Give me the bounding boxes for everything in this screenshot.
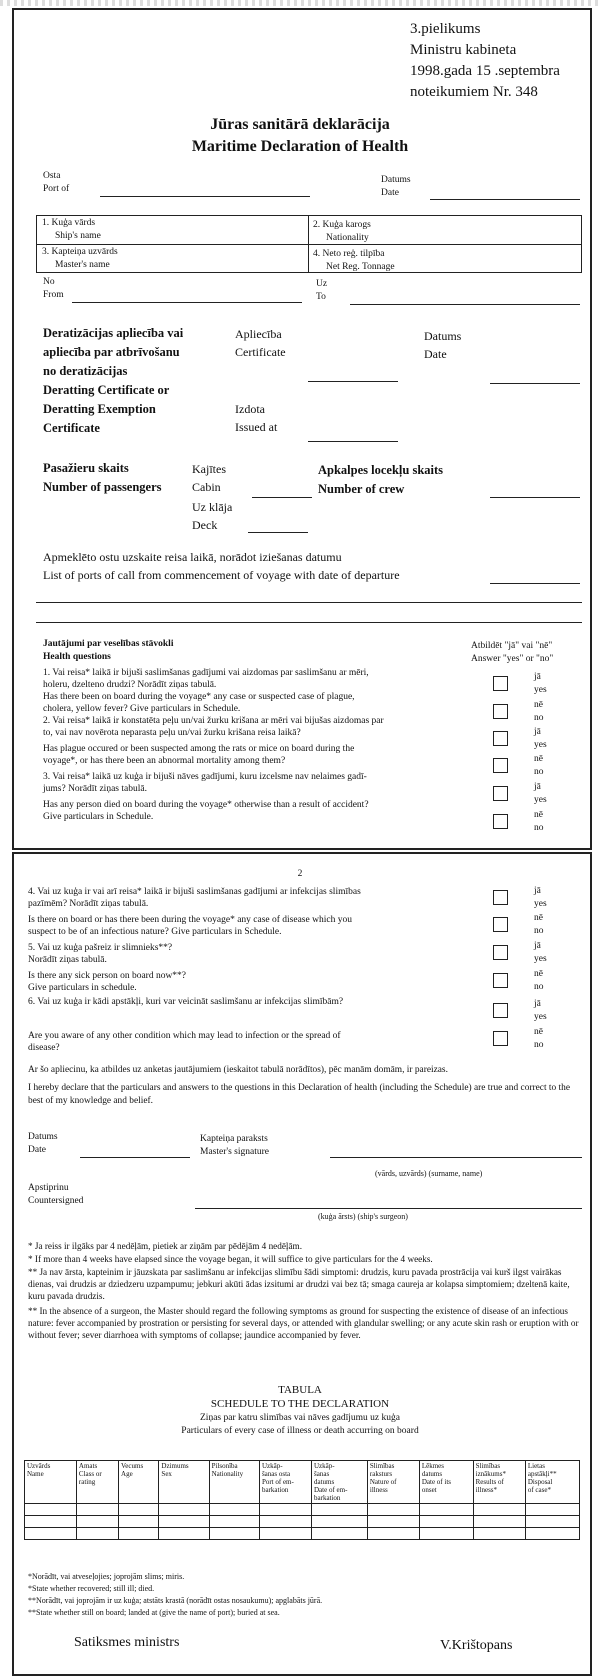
schedule-cell[interactable] [209, 1528, 259, 1540]
declaration-en: I hereby declare that the particulars and answers to the questions in this Declaration of health (including the Schedule) are true and correct to the best of my knowledge and belief. [28, 1083, 570, 1106]
schedule-cell[interactable] [259, 1504, 311, 1516]
schedule-cell[interactable] [367, 1504, 419, 1516]
schedule-cell[interactable] [25, 1504, 77, 1516]
note-2-lv: **Norādīt, vai joprojām ir uz kuģa; atstāts krastā (norādīt ostas nosaukumu); apglabāts jūrā. [28, 1596, 323, 1605]
ports-list-field-3[interactable] [36, 622, 582, 623]
q6-no-en: no [534, 1040, 544, 1050]
q1-text-lv-b: holeru, dzelteno drudzi? Norādīt ziņas tabulā. [43, 680, 217, 690]
signature-label-en: Master's signature [200, 1147, 269, 1157]
schedule-header-cell: Dzimums Sex [159, 1461, 209, 1504]
answer-label-lv: Atbildēt "jā" vai "nē" [471, 641, 553, 651]
q2-yes-lv: jā [534, 727, 541, 737]
ports-list-label-lv: Apmeklēto ostu uzskaite reisa laikā, norādot iziešanas datumu [43, 550, 342, 564]
schedule-cell[interactable] [25, 1516, 77, 1528]
q3-yes-en: yes [534, 795, 547, 805]
schedule-header-cell: Uzvārds Name [25, 1461, 77, 1504]
minister-name: V.Krištopans [440, 1638, 513, 1653]
master-label-lv: 3. Kapteiņa uzvārds [42, 247, 118, 257]
schedule-cell[interactable] [473, 1528, 525, 1540]
deck-label-lv: Uz klāja [192, 500, 233, 514]
q4-text-en-a: Is there on board or has there been during the voyage* any case of disease which you [28, 915, 352, 925]
to-field[interactable] [350, 304, 580, 305]
q2-yes-en: yes [534, 740, 547, 750]
q1-no-checkbox[interactable] [493, 704, 508, 719]
q2-no-checkbox[interactable] [493, 758, 508, 773]
schedule-cell[interactable] [419, 1528, 473, 1540]
ports-list-label-en: List of ports of call from commencement of voyage with date of departure [43, 568, 400, 582]
to-label-lv: Uz [316, 279, 328, 289]
issued-label-lv: Izdota [235, 402, 265, 416]
schedule-cell[interactable] [76, 1528, 118, 1540]
q1-yes-checkbox[interactable] [493, 676, 508, 691]
signature-label-lv: Kapteiņa paraksts [200, 1134, 268, 1144]
q1-yes-en: yes [534, 685, 547, 695]
schedule-subtitle: SCHEDULE TO THE DECLARATION [210, 1398, 390, 1410]
q2-text-lv-a: 2. Vai reisa* laikā ir konstatēta peļu un/vai žurku krišana ar mēri vai bijušas aizdomas par [43, 716, 384, 726]
q2-text-en-a: Has plague occured or been suspected among the rats or mice on board during the [43, 744, 355, 754]
deck-label-en: Deck [192, 518, 218, 532]
footnote-2-lv: ** Ja nav ārsta, kapteinim ir jāuzskata par saslimšanu ar infekcijas slimību šādi simptomi: drudzis, kuru pavada prostrācija vai kurš ilgst vairākas dienas, vai drudzis ar dziedzeru uzpampumu; jebkuri akūti ādas izsitumi ar drudzi vai bez tā; smaga caureja ar kolapsa simptomiem; dzeltenā kaite, kuru pavada drudzis. [28, 1267, 570, 1301]
deck-field[interactable] [248, 532, 308, 533]
q6-text-en-a: Are you aware of any other condition which may lead to infection or the spread of [28, 1031, 341, 1041]
q4-yes-checkbox[interactable] [493, 890, 508, 905]
schedule-table [24, 1460, 580, 1540]
q6-no-lv: nē [534, 1027, 543, 1037]
port-label-lv: Osta [43, 171, 61, 181]
derat-date-field[interactable] [490, 383, 580, 384]
q3-yes-checkbox[interactable] [493, 786, 508, 801]
p2-date-field[interactable] [80, 1157, 190, 1158]
q3-yes-lv: jā [534, 782, 541, 792]
note-1-en: *State whether recovered; still ill; died. [28, 1584, 155, 1593]
annex-line-4: noteikumiem Nr. 348 [410, 84, 538, 100]
from-field[interactable] [72, 302, 302, 303]
schedule-cell[interactable] [159, 1504, 209, 1516]
title-lv: Jūras sanitārā deklarācija [210, 116, 390, 133]
q5-text-en-b: Give particulars in schedule. [28, 983, 137, 993]
schedule-cell[interactable] [525, 1516, 579, 1528]
schedule-cell[interactable] [159, 1528, 209, 1540]
ship-name-label-lv: 1. Kuģa vārds [42, 218, 96, 228]
cert-field[interactable] [308, 381, 398, 382]
health-title-lv: Jautājumi par veselības stāvokli [43, 639, 174, 649]
q4-no-checkbox[interactable] [493, 917, 508, 932]
flag-label-en: Nationality [326, 233, 369, 243]
q3-text-lv-a: 3. Vai reisa* laikā uz kuģa ir bijuši nāves gadījumi, kuru izcelsme nav nelaimes gadī- [43, 772, 367, 782]
q2-no-en: no [534, 767, 544, 777]
master-label-en: Master's name [55, 260, 110, 270]
ports-list-field-1[interactable] [490, 583, 580, 584]
from-label-lv: No [43, 277, 55, 287]
schedule-cell[interactable] [159, 1516, 209, 1528]
title-en: Maritime Declaration of Health [191, 138, 409, 155]
q1-no-en: no [534, 713, 544, 723]
q3-no-checkbox[interactable] [493, 814, 508, 829]
derat-line-2: apliecība par atbrīvošanu [43, 345, 180, 359]
q6-yes-checkbox[interactable] [493, 1003, 508, 1018]
schedule-header-cell: Lēkmes datums Date of its onset [419, 1461, 473, 1504]
health-title-en: Health questions [43, 652, 111, 662]
schedule-desc-en: Particulars of every case of illness or death accurring on board [181, 1426, 419, 1436]
q3-no-lv: nē [534, 810, 543, 820]
schedule-cell[interactable] [525, 1528, 579, 1540]
schedule-header-cell: Uzkāp- šanas osta Port of em- barkation [259, 1461, 311, 1504]
q3-no-en: no [534, 823, 544, 833]
schedule-cell[interactable] [259, 1516, 311, 1528]
q1-text-en-a: Has there been on board during the voyage* any case or suspected case of plague, [43, 692, 355, 702]
footnote-1-en: * If more than 4 weeks have elapsed since the voyage began, it will suffice to give particulars for the 4 weeks. [28, 1254, 433, 1264]
passengers-label-en: Number of passengers [43, 480, 162, 494]
q4-text-lv-a: 4. Vai uz kuģa ir vai arī reisa* laikā ir bijuši saslimšanas gadījumi ar infekcijas slimības [28, 887, 361, 897]
issued-label-en: Issued at [235, 420, 278, 434]
p2-date-label-lv: Datums [28, 1132, 58, 1142]
cabin-label-en: Cabin [192, 480, 221, 494]
q5-text-lv-b: Norādīt ziņas tabulā. [28, 955, 107, 965]
q1-yes-lv: jā [534, 672, 541, 682]
schedule-cell[interactable] [119, 1504, 159, 1516]
footnote-2-en: ** In the absence of a surgeon, the Master should regard the following symptoms as ground for suspecting the existence of disease of an infectious nature: fever accompanied by prostration or persisting for several days, or attended with glandular swelling; or any acute skin rash or eruption with or without fever; sever diarrhoea with symptoms of collapse; jaundice accompanied by fever. [28, 1306, 579, 1340]
q2-text-lv-b: to, vai nav novērota neparasta peļu un/vai žurku krišana reisa laikā? [43, 728, 301, 738]
countersign-label-en: Countersigned [28, 1196, 84, 1206]
note-1-lv: *Norādīt, vai atveseļojies; joprojām slims; miris. [28, 1572, 185, 1581]
cert-label-lv: Apliecība [235, 327, 282, 341]
q6-yes-lv: jā [534, 999, 541, 1009]
q1-text-en-b: cholera, yellow fever? Give particulars in Schedule. [43, 704, 241, 714]
schedule-header-cell: Lietas apstākļi** Disposal of case* [525, 1461, 579, 1504]
q5-text-en-a: Is there any sick person on board now**? [28, 971, 187, 981]
derat-date-label-en: Date [424, 347, 447, 361]
schedule-row[interactable] [25, 1528, 580, 1540]
q2-text-en-b: voyage*, or has there been an abnormal mortality among them? [43, 756, 286, 766]
schedule-cell[interactable] [419, 1504, 473, 1516]
cabin-field[interactable] [252, 497, 312, 498]
cabin-label-lv: Kajītes [192, 462, 226, 476]
schedule-cell[interactable] [259, 1528, 311, 1540]
schedule-cell[interactable] [25, 1528, 77, 1540]
annex-line-3: 1998.gada 15 .septembra [410, 63, 560, 79]
q4-no-en: no [534, 926, 544, 936]
q3-text-en-b: Give particulars in Schedule. [43, 812, 154, 822]
q4-text-en-b: suspect to be of an infectious nature? Give particulars in Schedule. [28, 927, 282, 937]
date-label-lv: Datums [381, 175, 411, 185]
schedule-cell[interactable] [76, 1504, 118, 1516]
from-label-en: From [43, 290, 64, 300]
q6-yes-en: yes [534, 1012, 547, 1022]
q4-text-lv-b: pazīmēm? Norādīt ziņas tabulā. [28, 899, 149, 909]
answer-label-en: Answer "yes" or "no" [471, 654, 554, 664]
q5-yes-checkbox[interactable] [493, 945, 508, 960]
minister-title: Satiksmes ministrs [74, 1635, 180, 1650]
p2-date-label-en: Date [28, 1145, 46, 1155]
schedule-cell[interactable] [473, 1516, 525, 1528]
q1-no-lv: nē [534, 700, 543, 710]
schedule-header-cell: Slimības iznākums* Results of illness* [473, 1461, 525, 1504]
ship-name-label-en: Ship's name [55, 231, 101, 241]
ports-list-field-2[interactable] [36, 602, 582, 603]
schedule-cell[interactable] [312, 1516, 368, 1528]
schedule-header-cell: Amats Class or rating [76, 1461, 118, 1504]
to-label-en: To [316, 292, 326, 302]
name-caption: (vārds, uzvārds) (surname, name) [375, 1169, 483, 1178]
schedule-cell[interactable] [209, 1504, 259, 1516]
q5-no-lv: nē [534, 969, 543, 979]
annex-line-2: Ministru kabineta [410, 42, 517, 58]
q5-text-lv-a: 5. Vai uz kuģa pašreiz ir slimnieks**? [28, 943, 173, 953]
flag-label-lv: 2. Kuģa karogs [313, 220, 371, 230]
scan-artifact [0, 0, 600, 6]
tonnage-label-en: Net Reg. Tonnage [326, 262, 395, 272]
annex-line-1: 3.pielikums [410, 21, 481, 37]
signature-field[interactable] [330, 1157, 582, 1158]
q3-text-en-a: Has any person died on board during the voyage* otherwise than a result of accident? [43, 800, 369, 810]
q5-no-checkbox[interactable] [493, 973, 508, 988]
q4-yes-en: yes [534, 899, 547, 909]
cert-label-en: Certificate [235, 345, 286, 359]
schedule-row[interactable] [25, 1504, 580, 1516]
port-field[interactable] [100, 196, 310, 197]
q4-yes-lv: jā [534, 886, 541, 896]
schedule-cell[interactable] [367, 1528, 419, 1540]
schedule-header-cell: Vecums Age [119, 1461, 159, 1504]
q6-no-checkbox[interactable] [493, 1031, 508, 1046]
page-number: 2 [297, 869, 303, 879]
q2-yes-checkbox[interactable] [493, 731, 508, 746]
crew-label-lv: Apkalpes locekļu skaits [318, 463, 444, 477]
schedule-header-cell: Uzkāp- šanas datums Date of em- barkation [312, 1461, 368, 1504]
derat-line-3: no deratizācijas [43, 364, 128, 378]
derat-date-label-lv: Datums [424, 329, 462, 343]
schedule-header-cell: Slimības raksturs Nature of illness [367, 1461, 419, 1504]
schedule-cell[interactable] [312, 1504, 368, 1516]
derat-line-5: Deratting Exemption [43, 402, 156, 416]
schedule-cell[interactable] [473, 1504, 525, 1516]
countersign-label-lv: Apstiprinu [28, 1183, 69, 1193]
declaration-lv: Ar šo apliecinu, ka atbildes uz anketas jautājumiem (ieskaitot tabulā norādītos), pēc manām domām, ir pareizas. [28, 1065, 448, 1075]
schedule-row[interactable] [25, 1516, 580, 1528]
schedule-cell[interactable] [76, 1516, 118, 1528]
schedule-cell[interactable] [312, 1528, 368, 1540]
footnote-1-lv: * Ja reiss ir ilgāks par 4 nedēļām, pietiek ar ziņām par pēdējām 4 nedēļām. [28, 1241, 302, 1251]
schedule-title: TABULA [278, 1384, 322, 1396]
schedule-cell[interactable] [367, 1516, 419, 1528]
date-field[interactable] [430, 199, 580, 200]
issued-field[interactable] [308, 441, 398, 442]
schedule-cell[interactable] [119, 1528, 159, 1540]
q2-no-lv: nē [534, 754, 543, 764]
crew-label-en: Number of crew [318, 482, 405, 496]
schedule-cell[interactable] [525, 1504, 579, 1516]
q6-text-lv: 6. Vai uz kuģa ir kādi apstākļi, kuri var veicināt saslimšanu ar infekcijas slimībām? [28, 997, 344, 1007]
q5-yes-en: yes [534, 954, 547, 964]
q3-text-lv-b: jums? Norādīt ziņas tabulā. [43, 784, 147, 794]
q1-text-lv-a: 1. Vai reisa* laikā ir bijuši saslimšanas gadījumi vai aizdomas par saslimšanu ar mēri, [43, 668, 369, 678]
note-2-en: **State whether still on board; landed at (give the name of port); buried at sea. [28, 1608, 280, 1617]
port-label-en: Port of [43, 184, 70, 194]
schedule-header-cell: Pilsonība Nationality [209, 1461, 259, 1504]
surgeon-caption: (kuģa ārsts) (ship's surgeon) [318, 1212, 408, 1221]
q5-yes-lv: jā [534, 941, 541, 951]
schedule-header-row [25, 1461, 580, 1504]
tonnage-label-lv: 4. Neto reģ. tilpība [313, 249, 385, 259]
crew-field[interactable] [490, 497, 580, 498]
countersign-field[interactable] [195, 1208, 582, 1209]
derat-line-4: Deratting Certificate or [43, 383, 170, 397]
derat-line-6: Certificate [43, 421, 100, 435]
derat-line-1: Deratizācijas apliecība vai [43, 326, 184, 340]
passengers-label-lv: Pasažieru skaits [43, 461, 129, 475]
q6-text-en-b: disease? [28, 1043, 60, 1053]
q4-no-lv: nē [534, 913, 543, 923]
schedule-cell[interactable] [419, 1516, 473, 1528]
schedule-cell[interactable] [209, 1516, 259, 1528]
schedule-cell[interactable] [119, 1516, 159, 1528]
q5-no-en: no [534, 982, 544, 992]
date-label-en: Date [381, 188, 399, 198]
schedule-desc-lv: Ziņas par katru slimības vai nāves gadījumu uz kuģa [200, 1413, 400, 1423]
